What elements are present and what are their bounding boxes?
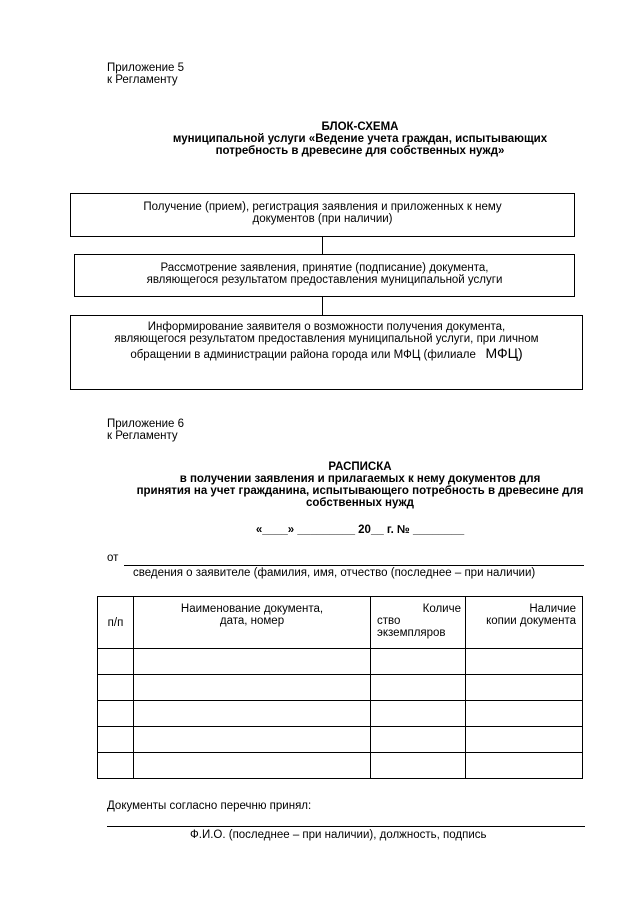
accepted-label: Документы согласно перечню принял: (107, 800, 312, 812)
table-cell[interactable] (371, 701, 466, 727)
step-1-line-2: документов (при наличии) (252, 213, 393, 225)
table-row (98, 753, 583, 779)
col-header-count-line-3: экземпляров (377, 627, 446, 639)
step-3-line-3 (71, 345, 582, 361)
table-cell[interactable] (134, 675, 371, 701)
connector-2-3 (322, 297, 323, 316)
flowchart-step-3 (70, 315, 583, 390)
table-cell[interactable] (98, 649, 134, 675)
col-header-count-line-1: Количе (422, 603, 461, 615)
table-cell[interactable] (466, 701, 583, 727)
appendix-6-label (107, 418, 184, 442)
step-3-line-1: Информирование заявителя о возможности получения документа, (147, 321, 506, 333)
documents-table (97, 596, 583, 779)
col-header-name (134, 597, 371, 649)
appendix-6-title: Приложение 6 (107, 418, 185, 430)
table-row (98, 649, 583, 675)
appendix-5-title: Приложение 5 (107, 62, 185, 74)
flowchart-step-1 (70, 193, 575, 237)
col-header-copy-line-1: Наличие (529, 603, 576, 615)
signature-caption: Ф.И.О. (последнее – при наличии), должность, подпись (190, 829, 487, 841)
table-row (98, 727, 583, 753)
flowchart-step-2 (74, 254, 575, 297)
from-label: от (107, 552, 119, 564)
step-3-mfc: МФЦ) (485, 345, 523, 361)
table-cell[interactable] (371, 675, 466, 701)
table-cell[interactable] (134, 727, 371, 753)
col-header-count (371, 597, 466, 649)
table-cell[interactable] (134, 649, 371, 675)
table-cell[interactable] (371, 727, 466, 753)
col-header-copy-line-2: копии документа (486, 615, 576, 627)
receipt-heading (80, 461, 640, 509)
table-cell[interactable] (134, 753, 371, 779)
receipt-date-line: «____» _________ 20__ г. № ________ (255, 524, 465, 536)
table-cell[interactable] (466, 727, 583, 753)
table-cell[interactable] (466, 753, 583, 779)
table-row (98, 675, 583, 701)
flowchart-heading (120, 121, 600, 157)
table-cell[interactable] (98, 701, 134, 727)
table-cell[interactable] (466, 649, 583, 675)
col-header-count-line-2: ство (377, 615, 401, 627)
receipt-line-3: собственных нужд (306, 497, 414, 509)
flowchart-title: БЛОК-СХЕМА (321, 121, 399, 133)
table-row (98, 701, 583, 727)
col-header-copy (466, 597, 583, 649)
col-header-number: п/п (98, 597, 134, 649)
flowchart-service-line-2: потребность в древесине для собственных нужд» (215, 145, 505, 157)
table-cell[interactable] (371, 753, 466, 779)
step-3-line-3-text: обращении в администрации района города или МФЦ (филиале (130, 349, 476, 361)
signature-underline (107, 826, 585, 827)
col-header-name-line-1: Наименование документа, (180, 603, 324, 615)
applicant-underline (124, 565, 584, 566)
table-cell[interactable] (98, 727, 134, 753)
connector-1-2 (322, 237, 323, 255)
appendix-5-label (107, 62, 184, 86)
appendix-5-subtitle: к Регламенту (107, 74, 178, 86)
receipt-line-1: в получении заявления и прилагаемых к нему документов для (179, 473, 541, 485)
table-cell[interactable] (98, 675, 134, 701)
table-cell[interactable] (371, 649, 466, 675)
step-2-line-1: Рассмотрение заявления, принятие (подписание) документа, (160, 262, 489, 274)
table-cell[interactable] (98, 753, 134, 779)
table-header-row (98, 597, 583, 649)
step-1-line-1: Получение (прием), регистрация заявления и приложенных к нему (143, 201, 502, 213)
flowchart-service-line-1: муниципальной услуги «Ведение учета граждан, испытывающих (172, 133, 548, 145)
applicant-caption: сведения о заявителе (фамилия, имя, отчество (последнее – при наличии) (133, 567, 536, 579)
receipt-title: РАСПИСКА (328, 461, 392, 473)
step-3-line-2: являющегося результатом предоставления муниципальной услуги, при личном (114, 333, 539, 345)
appendix-6-subtitle: к Регламенту (107, 430, 178, 442)
receipt-line-2: принятия на учет гражданина, испытывающего потребность в древесине для (136, 485, 584, 497)
table-cell[interactable] (134, 701, 371, 727)
col-header-name-line-2: дата, номер (219, 615, 285, 627)
table-cell[interactable] (466, 675, 583, 701)
step-2-line-2: являющегося результатом предоставления муниципальной услуги (146, 274, 503, 286)
